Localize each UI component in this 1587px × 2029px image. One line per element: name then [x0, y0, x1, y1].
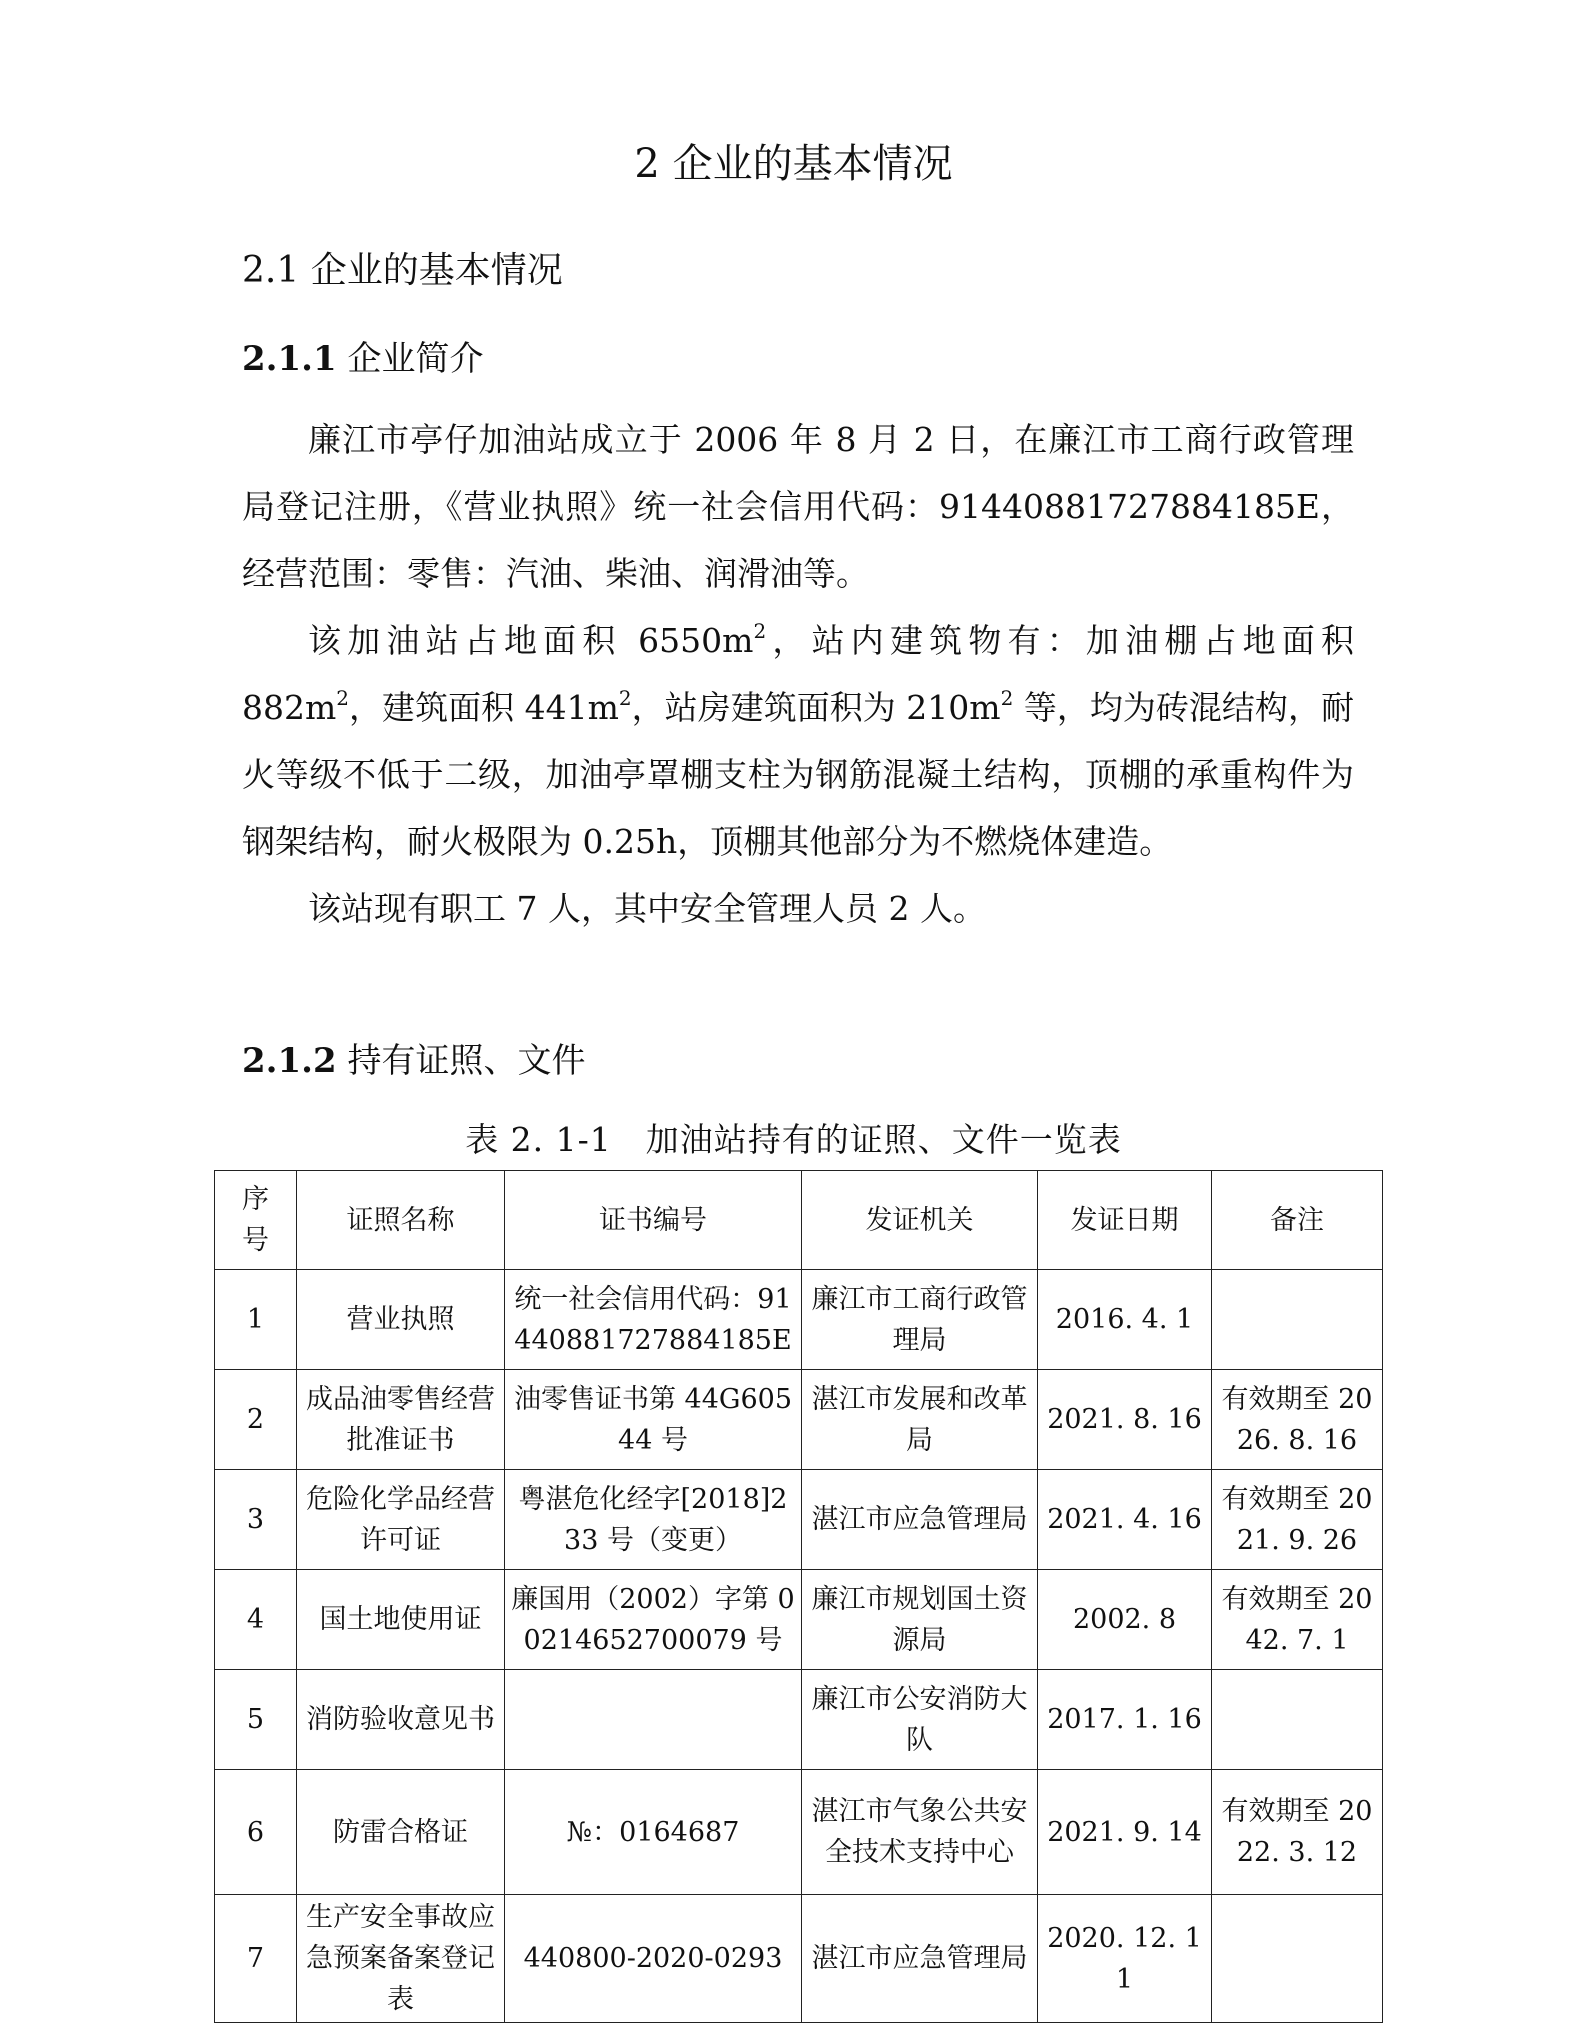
cell-date: 2021. 9. 14	[1038, 1770, 1212, 1895]
cell-remark: 有效期至 2021. 9. 26	[1212, 1470, 1383, 1570]
text-fragment: ，站内建筑物有：加油棚占地面积 882m	[242, 621, 1354, 727]
cell-remark	[1212, 1670, 1383, 1770]
header-issuer: 发证机关	[802, 1171, 1038, 1270]
header-remark: 备注	[1212, 1171, 1383, 1270]
header-name: 证照名称	[297, 1171, 505, 1270]
cell-name: 防雷合格证	[297, 1770, 505, 1895]
cell-date: 2021. 8. 16	[1038, 1370, 1212, 1470]
cell-remark: 有效期至 2026. 8. 16	[1212, 1370, 1383, 1470]
company-profile-text	[242, 406, 1354, 942]
chapter-title: 2 企业的基本情况	[634, 141, 953, 187]
paragraph-staff: 该站现有职工 7 人，其中安全管理人员 2 人。	[308, 889, 986, 928]
cell-date: 2017. 1. 16	[1038, 1670, 1212, 1770]
subsection-title-certificates	[242, 1036, 585, 1086]
cell-date: 2002. 8	[1038, 1570, 1212, 1670]
cell-remark	[1212, 1895, 1383, 2023]
paragraph-registration: 廉江市亭仔加油站成立于 2006 年 8 月 2 日，在廉江市工商行政管理局登记注册，《营业执照》统一社会信用代码：91440881727884185E，经营范围：零售：汽油、柴油、润滑油等。	[242, 420, 1354, 593]
cell-no: 6	[215, 1770, 297, 1895]
header-code: 证书编号	[505, 1171, 802, 1270]
cell-issuer: 廉江市规划国土资源局	[802, 1570, 1038, 1670]
subsection-label: 企业简介	[336, 339, 484, 379]
table-row	[215, 1895, 1383, 2023]
cell-name: 消防验收意见书	[297, 1670, 505, 1770]
cell-no: 2	[215, 1370, 297, 1470]
table-header-row	[215, 1171, 1383, 1270]
subsection-title-company-profile	[242, 334, 483, 384]
table-row	[215, 1670, 1383, 1770]
table-row	[215, 1770, 1383, 1895]
section-title: 2.1 企业的基本情况	[242, 250, 563, 291]
cell-issuer: 湛江市应急管理局	[802, 1470, 1038, 1570]
cell-code	[505, 1670, 802, 1770]
subsection-label: 持有证照、文件	[336, 1041, 586, 1081]
table-caption: 表 2. 1-1 加油站持有的证照、文件一览表	[465, 1120, 1122, 1159]
cell-name: 营业执照	[297, 1270, 505, 1370]
cell-code: 粤湛危化经字[2018]233 号（变更）	[505, 1470, 802, 1570]
cell-no: 3	[215, 1470, 297, 1570]
cell-no: 7	[215, 1895, 297, 2023]
cell-code: 440800-2020-0293	[505, 1895, 802, 2023]
cell-no: 1	[215, 1270, 297, 1370]
cell-remark: 有效期至 2022. 3. 12	[1212, 1770, 1383, 1895]
superscript: 2	[336, 686, 350, 710]
cell-date: 2021. 4. 16	[1038, 1470, 1212, 1570]
cell-no: 4	[215, 1570, 297, 1670]
superscript: 2	[753, 619, 767, 643]
cell-issuer: 廉江市工商行政管理局	[802, 1270, 1038, 1370]
cell-name: 成品油零售经营批准证书	[297, 1370, 505, 1470]
cell-issuer: 湛江市气象公共安全技术支持中心	[802, 1770, 1038, 1895]
cell-code: 统一社会信用代码：91440881727884185E	[505, 1270, 802, 1370]
superscript: 2	[618, 686, 632, 710]
cell-issuer: 湛江市发展和改革局	[802, 1370, 1038, 1470]
cell-code: 油零售证书第 44G60544 号	[505, 1370, 802, 1470]
text-fragment: 等，均为砖混结构，耐火等级不低于二级，加油亭罩棚支柱为钢筋混凝土结构，顶棚的承重构件为钢架结构，耐火极限为 0.25h，顶棚其他部分为不燃烧体建造。	[242, 688, 1354, 861]
certificates-table	[214, 1170, 1383, 2023]
superscript: 2	[1000, 686, 1014, 710]
cell-date: 2016. 4. 1	[1038, 1270, 1212, 1370]
paragraph-buildings	[242, 607, 1354, 875]
cell-name: 国土地使用证	[297, 1570, 505, 1670]
header-no: 序号	[215, 1171, 297, 1270]
header-date: 发证日期	[1038, 1171, 1212, 1270]
cell-no: 5	[215, 1670, 297, 1770]
cell-name: 危险化学品经营许可证	[297, 1470, 505, 1570]
cell-issuer: 湛江市应急管理局	[802, 1895, 1038, 2023]
table-row	[215, 1270, 1383, 1370]
subsection-number: 2.1.1	[242, 339, 337, 379]
text-fragment: ，站房建筑面积为 210m	[631, 688, 1001, 727]
cell-issuer: 廉江市公安消防大队	[802, 1670, 1038, 1770]
cell-name: 生产安全事故应急预案备案登记表	[297, 1895, 505, 2023]
cell-remark: 有效期至 2042. 7. 1	[1212, 1570, 1383, 1670]
subsection-number: 2.1.2	[242, 1041, 337, 1081]
table-row	[215, 1370, 1383, 1470]
cell-code: №：0164687	[505, 1770, 802, 1895]
cell-code: 廉国用（2002）字第 00214652700079 号	[505, 1570, 802, 1670]
table-row	[215, 1570, 1383, 1670]
text-fragment: 该加油站占地面积 6550m	[308, 621, 754, 660]
cell-date: 2020. 12. 11	[1038, 1895, 1212, 2023]
text-fragment: ，建筑面积 441m	[349, 688, 619, 727]
cell-remark	[1212, 1270, 1383, 1370]
table-row	[215, 1470, 1383, 1570]
